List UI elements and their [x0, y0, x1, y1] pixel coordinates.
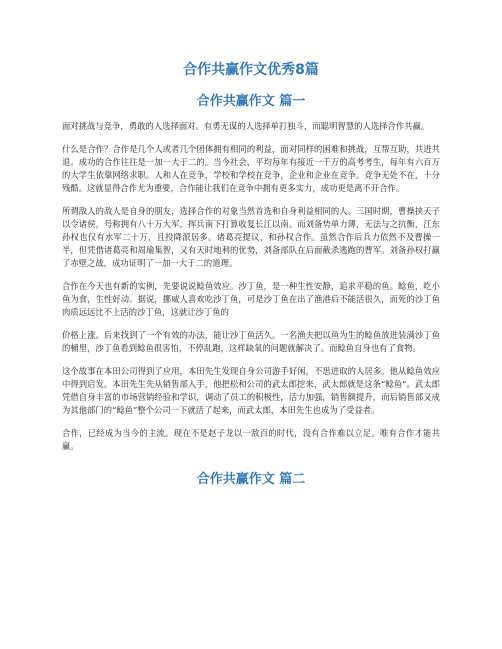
- section-heading-2: 合作共赢作文 篇二: [196, 472, 306, 487]
- document-title: 合作共赢作文优秀8篇: [183, 62, 319, 78]
- paragraph: 合作，已经成为当今的主流。现在不是赵子龙以一敌百的时代，没有合作难以立足。唯有合作才能共赢。: [62, 428, 440, 451]
- paragraph: 什么是合作？合作是几个人或者几个团体拥有相同的利益，面对同样的困难和挑战，互帮互助，共进共退。成功的合作往往是一加一大于二的。当今社会，平均每年有接近一千万的高考考生，每年有六百万的大学生依靠网络求职。人和人在竞争，学校和学校在竞争，企业和企业在竞争。竞争无处不在，十分残酷。这就显得合作尤为重要，合作能让我们在竞争中拥有更多实力，成功更是离不开合作。: [62, 144, 440, 193]
- section-heading-1: 合作共赢作文 篇一: [196, 94, 306, 109]
- paragraph: 价格上涨。后来找到了一个有效的办法，能让沙丁鱼活久。一名渔夫把以鱼为生的鲶鱼放进装满沙丁鱼的桶里，沙丁鱼看到鲶鱼很害怕，不停乱跑，这样缺氧的问题就解决了。而鲶鱼自身也有了食物。: [62, 330, 440, 353]
- paragraph: 这个故事在本田公司得到了应用，本田先生发现自身公司游手好闲，不思进取的人居多。他从鲶鱼效应中得到启发。本田先生先从销售部入手，他把松和公司的武太郎挖来，武太郎就是这条“鲶鱼”。武太郎凭借自身丰富的市场营销经验和学识，调动了员工的积极性，活力加强，销售额提升，而后销售部又成为其他部门的“鲶鱼”整个公司一下就活了起来，而武太郎，本田先生也成为了受益者。: [62, 366, 440, 415]
- paragraph: 所谓敌人的敌人是自身的朋友，选择合作的对象当然首选和自身利益相同的人。三国时期，曹操挟天子以令诸侯，号称拥有八十万大军，挥兵南下打算收复长江以南。而刘备势单力薄，无法与之抗衡，江东孙权也仅有水军二十万，且投降派居多。诸葛亮提议，和孙权合作。虽然合作后兵力依然不及曹操一半，但凭借诸葛亮和周瑜集智，又有天时地利的优势，刘备部队在后面截杀逃跑的曹军。刘备孙权打赢了赤壁之战，成功证明了一加一大于二的道理。: [62, 206, 440, 268]
- paragraph: 面对挑战与竞争，勇敢的人选择面对。有勇无谋的人选择单打独斗，而聪明智慧的人选择合作共赢。: [62, 121, 430, 131]
- paragraph: 合作在今天也有新的实例，先要说说鲶鱼效应。沙丁鱼，是一种生性安静，追求平稳的鱼。鲶鱼，吃小鱼为食，生性好动。据说，挪威人喜欢吃沙丁鱼，可是沙丁鱼在出了渔港后不能活很久，而死的沙丁鱼肉质远远比不上活的沙丁鱼，这就让沙丁鱼的: [62, 281, 440, 317]
